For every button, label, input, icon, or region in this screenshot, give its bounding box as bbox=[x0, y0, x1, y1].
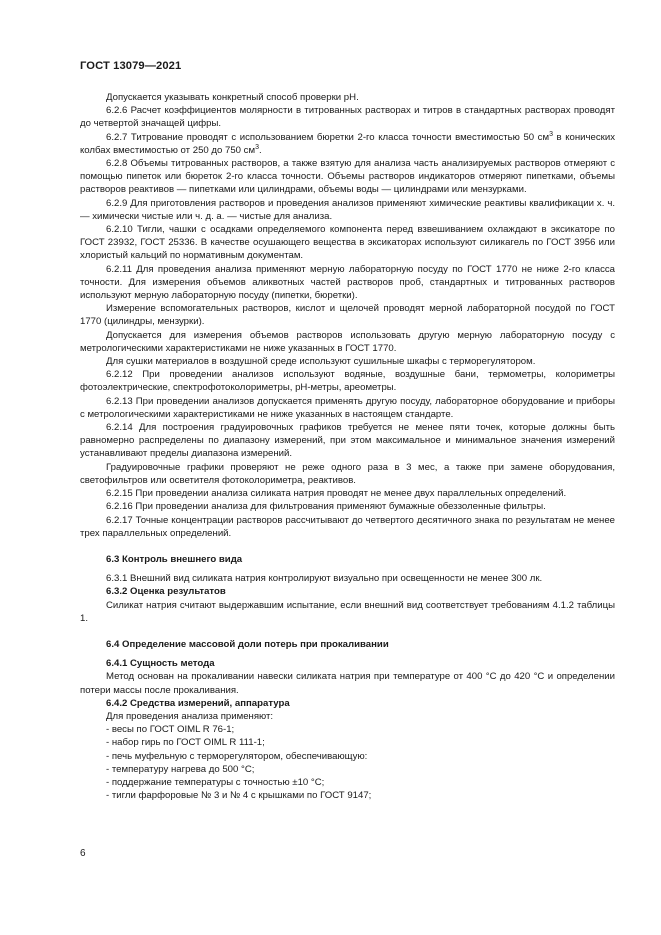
section-heading-6-4: 6.4 Определение массовой доли потерь при прокаливании bbox=[106, 638, 389, 650]
clause-6-2-17: 6.2.17 Точные концентрации растворов рассчитывают до четвертого десятичного знака по результатам не менее трех параллельных определений. bbox=[80, 514, 615, 539]
list-item: - набор гирь по ГОСТ OIML R 111-1; bbox=[106, 737, 265, 749]
clause-6-2-7 bbox=[80, 131, 615, 157]
clause-6-2-8: 6.2.8 Объемы титрованных растворов, а также взятую для анализа часть анализируемых растворов отмеряют с помощью пипеток или бюреток 2-го класса точности. Объемы растворов индикаторов отмеряют пипетками, объемы растворов реактивов — пипетками или цилиндрами, объемы воды — цилиндрами или мензурками. bbox=[80, 158, 615, 196]
page-number: 6 bbox=[80, 848, 86, 859]
clause-text: 6.2.7 Титрование проводят с использованием бюретки 2-го класса точности вместимостью 50 см bbox=[106, 131, 550, 143]
document-body bbox=[80, 91, 615, 802]
paragraph: Градуировочные графики проверяют не реже одного раза в 3 мес, а также при замене оборудования, светофильтров или осветителя фотоколориметра, реактивов. bbox=[80, 461, 615, 486]
clause-6-3-1: 6.3.1 Внешний вид силиката натрия контролируют визуально при освещенности не менее 300 лк. bbox=[106, 573, 543, 585]
paragraph: Силикат натрия считают выдержавшим испытание, если внешний вид соответствует требованиям 4.1.2 таблицы 1. bbox=[80, 599, 615, 624]
clause-6-2-10: 6.2.10 Тигли, чашки с осадками определяемого компонента перед взвешиванием охлаждают в эксикаторе по ГОСТ 23932, ГОСТ 25336. В качестве осушающего вещества в эксикаторах используют силикагель по ГОСТ 3956 или хлористый кальций по нормативным документам. bbox=[80, 224, 615, 262]
subsection-heading-6-4-1: 6.4.1 Сущность метода bbox=[106, 658, 215, 670]
list-item: - поддержание температуры с точностью ±10 °С; bbox=[106, 776, 325, 788]
subsection-heading-6-3-2: 6.3.2 Оценка результатов bbox=[106, 586, 226, 598]
superscript: 3 bbox=[255, 143, 259, 151]
clause-6-2-9: 6.2.9 Для приготовления растворов и проведения анализов применяют химические реактивы квалификации х. ч. — химически чистые или ч. д. а. — чистые для анализа. bbox=[80, 197, 615, 222]
section-heading-6-3: 6.3 Контроль внешнего вида bbox=[106, 553, 243, 565]
clause-6-2-15: 6.2.15 При проведении анализа силиката натрия проводят не менее двух параллельных определений. bbox=[106, 488, 567, 500]
clause-6-2-6: 6.2.6 Расчет коэффициентов молярности в титрованных растворах и титров в стандартных растворах проводят до четвертой значащей цифры. bbox=[80, 105, 615, 130]
paragraph: Допускается для измерения объемов растворов использовать другую мерную лабораторную посуду с метрологическими характеристиками не ниже указанных в ГОСТ 1770. bbox=[80, 329, 615, 354]
clause-6-2-14: 6.2.14 Для построения градуировочных графиков требуется не менее пяти точек, которые должны быть равномерно распределены по диапазону измерений, при этом максимальное и минимальное значения измерений устанавливают пределы диапазона измерений. bbox=[80, 422, 615, 460]
document-header: ГОСТ 13079—2021 bbox=[80, 60, 182, 72]
subsection-heading-6-4-2: 6.4.2 Средства измерений, аппаратура bbox=[106, 697, 290, 709]
paragraph: Измерение вспомогательных растворов, кислот и щелочей проводят мерной лабораторной посудой по ГОСТ 1770 (цилиндры, мензурки). bbox=[80, 303, 615, 328]
clause-text: . bbox=[258, 144, 262, 156]
list-item: - весы по ГОСТ OIML R 76-1; bbox=[106, 724, 235, 736]
paragraph: Метод основан на прокаливании навески силиката натрия при температуре от 400 °С до 420 °С и определении потери массы после прокаливания. bbox=[80, 671, 615, 696]
superscript: 3 bbox=[549, 130, 553, 138]
clause-6-2-12: 6.2.12 При проведении анализов используют водяные, воздушные бани, термометры, колориметры фотоэлектрические, спектрофотоколориметры, pH-метры, ареометры. bbox=[80, 369, 615, 394]
paragraph: Для сушки материалов в воздушной среде используют сушильные шкафы с терморегулятором. bbox=[106, 356, 536, 368]
list-item: - температуру нагрева до 500 °С; bbox=[106, 763, 255, 775]
paragraph: Для проведения анализа применяют: bbox=[106, 710, 274, 722]
list-item: - тигли фарфоровые № 3 и № 4 с крышками по ГОСТ 9147; bbox=[106, 790, 372, 802]
paragraph: Допускается указывать конкретный способ проверки pH. bbox=[106, 92, 359, 103]
clause-text: в конических колбах вместимостью от 250 до 750 см bbox=[80, 131, 615, 156]
clause-6-2-11: 6.2.11 Для проведения анализа применяют мерную лабораторную посуду по ГОСТ 1770 не ниже 2-го класса точности. Для измерения объемов аликвотных частей растворов проб, стандартных и титрованных растворов используют мерную лабораторную посуду (пипетки, бюретки). bbox=[80, 263, 615, 302]
clause-6-2-16: 6.2.16 При проведении анализа для фильтрования применяют бумажные обеззоленные фильтры. bbox=[106, 501, 546, 513]
clause-6-2-13: 6.2.13 При проведении анализов допускается применять другую посуду, лабораторное оборудование и приборы с метрологическими характеристиками не ниже указанных в настоящем стандарте. bbox=[80, 395, 615, 420]
list-item: - печь муфельную с терморегулятором, обеспечивающую: bbox=[106, 750, 368, 762]
